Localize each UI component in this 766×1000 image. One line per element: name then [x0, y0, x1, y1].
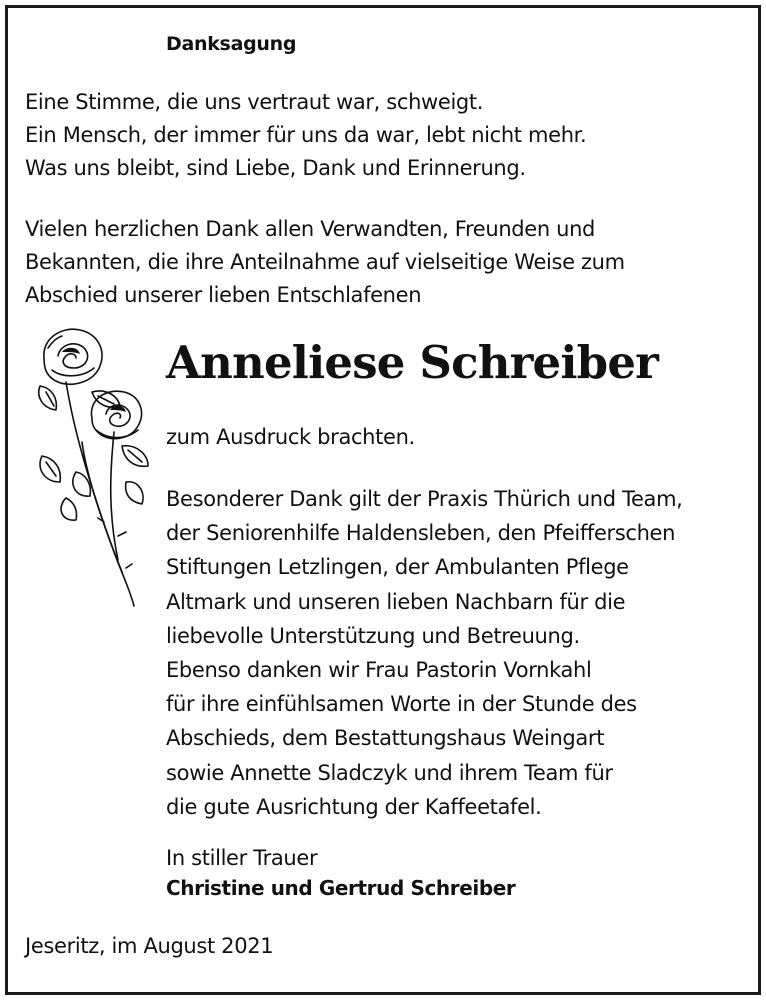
rose-bouquet-icon	[22, 322, 152, 612]
notice-heading: Danksagung	[166, 33, 297, 55]
expression-line: zum Ausdruck brachten.	[166, 425, 415, 449]
poem-line: Was uns bleibt, sind Liebe, Dank und Erinnerung.	[25, 156, 526, 180]
poem-line: Ein Mensch, der immer für uns da war, lebt nicht mehr.	[25, 123, 587, 147]
thanks-line: Abschieds, dem Bestattungshaus Weingart	[166, 726, 605, 751]
intro-line: Bekannten, die ihre Anteilnahme auf vielseitige Weise zum	[25, 250, 625, 274]
poem-block	[25, 86, 586, 185]
thanks-line: für ihre einfühlsamen Worte in der Stunde des	[166, 692, 637, 717]
thanks-line: sowie Annette Sladczyk und ihrem Team für	[166, 760, 613, 785]
deceased-name: Anneliese Schreiber	[166, 336, 659, 389]
place-date: Jeseritz, im August 2021	[25, 934, 274, 958]
thanks-line: Ebenso danken wir Frau Pastorin Vornkahl	[166, 658, 592, 683]
intro-block	[25, 213, 625, 312]
thanks-line: Altmark und unseren lieben Nachbarn für die	[166, 589, 626, 614]
thanks-line: Besonderer Dank gilt der Praxis Thürich und Team,	[166, 487, 683, 511]
thanks-line: die gute Ausrichtung der Kaffeetafel.	[166, 794, 542, 819]
thanks-line: liebevolle Unterstützung und Betreuung.	[166, 623, 580, 648]
mourning-line: In stiller Trauer	[166, 846, 318, 870]
thanks-block	[166, 482, 683, 824]
intro-line: Vielen herzlichen Dank allen Verwandten, Freunden und	[25, 217, 596, 241]
thanks-line: der Seniorenhilfe Haldensleben, den Pfeifferschen	[166, 521, 676, 546]
family-signature: Christine und Gertrud Schreiber	[166, 876, 516, 900]
thanks-line: Stiftungen Letzlingen, der Ambulanten Pflege	[166, 555, 629, 580]
poem-line: Eine Stimme, die uns vertraut war, schweigt.	[25, 90, 484, 114]
intro-line: Abschied unserer lieben Entschlafenen	[25, 283, 422, 307]
